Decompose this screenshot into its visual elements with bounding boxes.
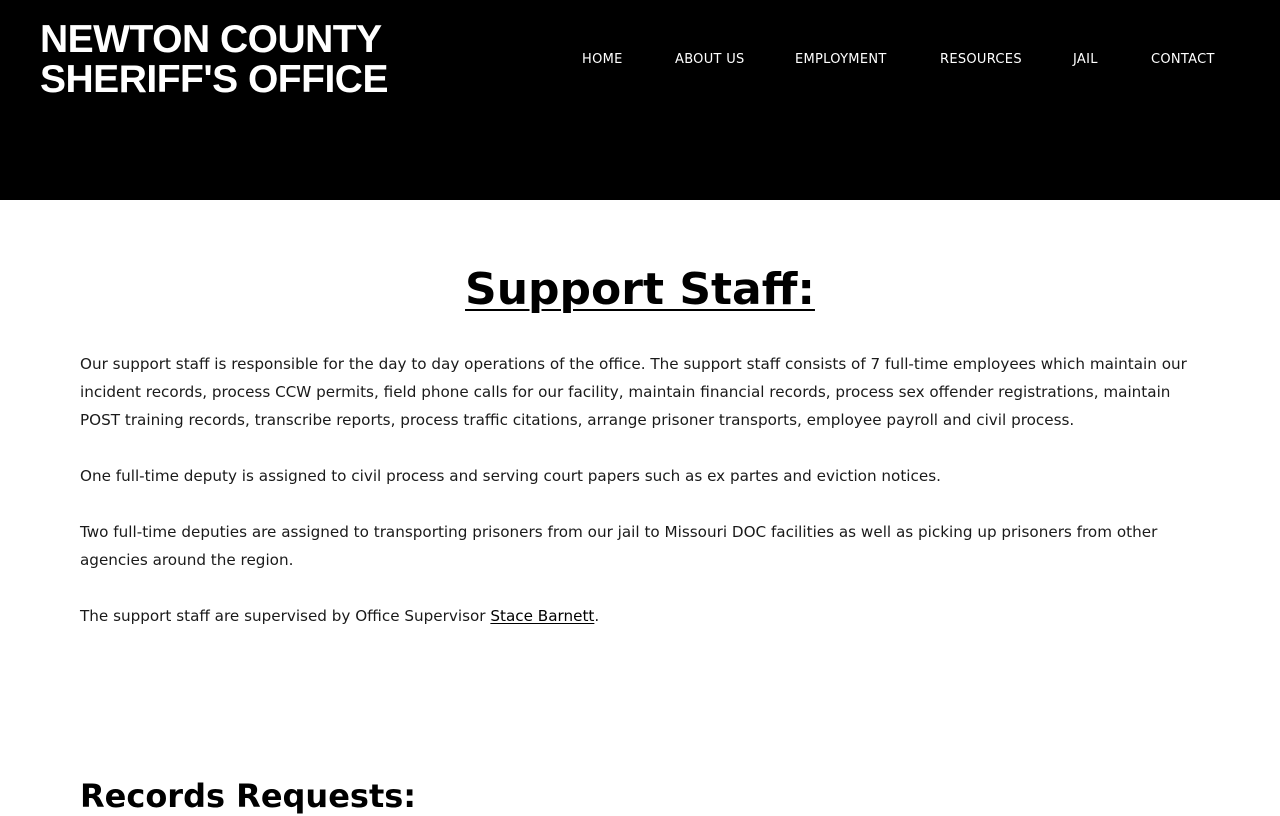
support-staff-paragraph: Our support staff is responsible for the day to day operations of the office. The support staff consists of 7 full-time employees which maintain our incident records, process CCW permits, field phone calls for our facility, maintain financial records, process sex offender registrations, maintain POST training records, transcribe reports, process traffic citations, arrange prisoner transports, employee payroll and civil process. — [80, 355, 1187, 429]
nav-item-contact[interactable]: CONTACT — [1151, 52, 1215, 67]
transport-paragraph: Two full-time deputies are assigned to transporting prisoners from our jail to Missouri DOC facilities as well as picking up prisoners from other agencies around the region. — [80, 523, 1158, 569]
main-content — [0, 200, 1280, 815]
nav-item-resources[interactable]: RESOURCES — [940, 52, 1022, 67]
supervisor-paragraph — [80, 602, 1205, 630]
supervisor-suffix: . — [594, 607, 600, 625]
site-header — [0, 0, 1280, 200]
site-title-link[interactable] — [40, 20, 460, 100]
site-title-line2: SHERIFF'S OFFICE — [40, 58, 388, 101]
supervisor-link[interactable]: Stace Barnett — [490, 607, 595, 625]
nav-item-about-us[interactable]: ABOUT US — [675, 52, 745, 67]
nav-item-jail[interactable]: JAIL — [1073, 52, 1098, 67]
supervisor-prefix: The support staff are supervised by Office Supervisor — [80, 607, 491, 625]
main-nav — [560, 50, 1240, 70]
site-title-line1: NEWTON COUNTY — [40, 18, 382, 61]
page-title — [0, 262, 1280, 318]
nav-item-employment[interactable]: EMPLOYMENT — [795, 52, 887, 67]
page-title-text: Support Staff: — [465, 264, 815, 315]
nav-item-home[interactable]: HOME — [582, 52, 623, 67]
records-requests-heading: Records Requests: — [80, 777, 417, 815]
civil-process-paragraph: One full-time deputy is assigned to civil process and serving court papers such as ex partes and eviction notices. — [80, 467, 941, 485]
